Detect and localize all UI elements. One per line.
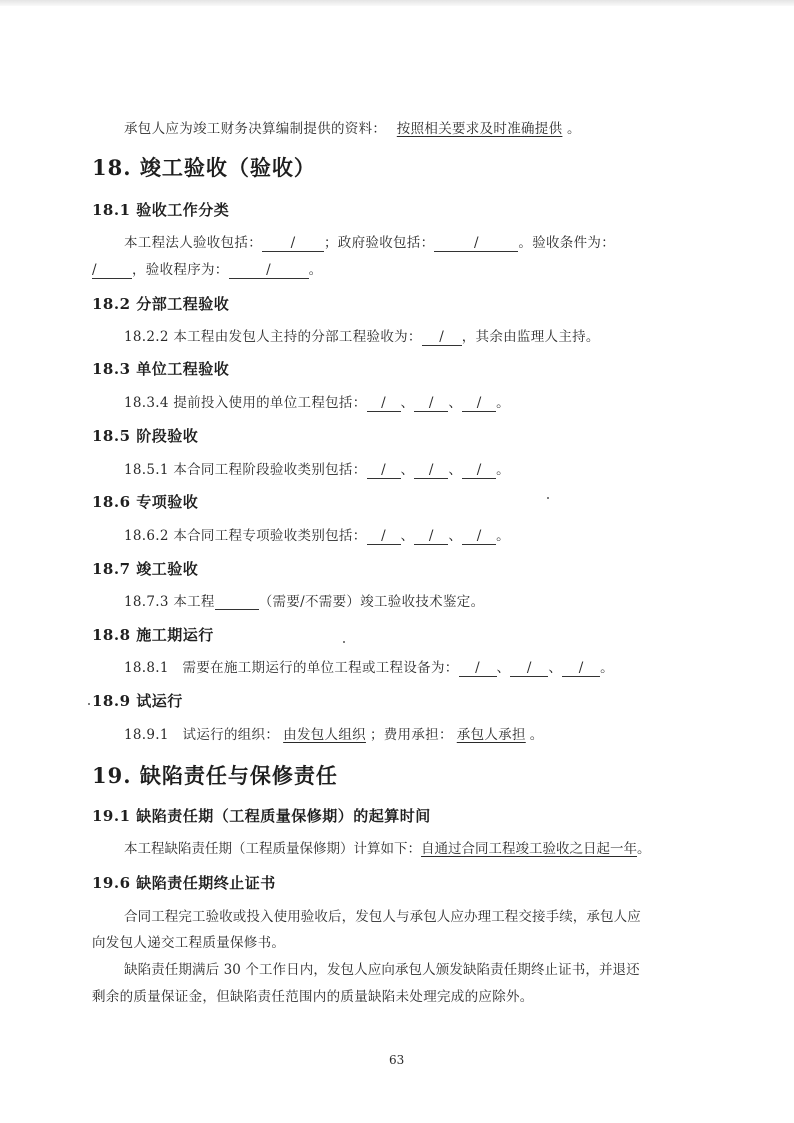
blank-field: / — [414, 462, 448, 479]
text: 18.7.3 本工程 — [124, 594, 215, 610]
separator: 、 — [548, 660, 563, 676]
blank-field: / — [367, 528, 401, 545]
section-18-2-heading: 18.2 分部工程验收 — [92, 295, 230, 313]
section-19-1-heading: 19.1 缺陷责任期（工程质量保修期）的起算时间 — [92, 807, 431, 825]
text: 。 — [637, 841, 651, 857]
text: 。 — [529, 727, 544, 743]
section-18-3-heading: 18.3 单位工程验收 — [92, 360, 230, 378]
section-18-8-line — [124, 656, 614, 677]
section-18-3-line — [124, 391, 510, 412]
blank-field: / — [262, 235, 324, 252]
blank-field: / — [367, 395, 401, 412]
scan-speck — [343, 641, 345, 643]
page-number: 63 — [389, 1053, 405, 1067]
section-19-6-p2-line-2: 剩余的质量保证金，但缺陷责任范围内的质量缺陷未处理完成的应除外。 — [92, 989, 534, 1005]
blank-field: / — [510, 660, 548, 677]
section-18-8-heading: 18.8 施工期运行 — [92, 626, 214, 644]
blank-field: / — [459, 660, 497, 677]
text: 18.5.1 本合同工程阶段验收类别包括： — [124, 462, 367, 478]
blank-field: / — [414, 395, 448, 412]
section-19-6-p2-line-1: 缺陷责任期满后 30 个工作日内，发包人应向承包人颁发缺陷责任期终止证书，并退还 — [124, 962, 640, 978]
text: ，验收程序为： — [132, 262, 229, 278]
blank-field: / — [422, 329, 462, 346]
section-19-6-p1-line-2: 向发包人递交工程质量保修书。 — [92, 935, 286, 951]
blank-field: / — [462, 395, 496, 412]
text: ；政府验收包括： — [324, 235, 435, 251]
text: 。 — [496, 462, 510, 478]
scan-top-edge — [0, 0, 794, 6]
section-18-9-heading: 18.9 试运行 — [92, 692, 183, 710]
blank-field: / — [462, 528, 496, 545]
scan-speck — [547, 497, 549, 499]
intro-line — [124, 117, 581, 137]
separator: 、 — [400, 528, 415, 544]
section-19-1-line — [124, 837, 651, 857]
text: ；费用承担： — [369, 727, 453, 743]
text: （需要/不需要）竣工验收技术鉴定。 — [258, 594, 485, 610]
separator: 、 — [448, 462, 463, 478]
separator: 、 — [496, 660, 511, 676]
blank-field: / — [367, 462, 401, 479]
section-18-6-line — [124, 524, 510, 545]
text: 。 — [496, 528, 510, 544]
blank-field: / — [414, 528, 448, 545]
section-18-2-line — [124, 325, 600, 346]
intro-value: 按照相关要求及时准确提供 — [396, 121, 563, 137]
section-18-5-line — [124, 458, 510, 479]
intro-end: 。 — [567, 121, 581, 137]
section-18-7-heading: 18.7 竣工验收 — [92, 560, 199, 578]
organizer-value: 由发包人组织 — [283, 727, 366, 743]
section-18-1-line-2 — [92, 258, 322, 279]
text: 18.6.2 本合同工程专项验收类别包括： — [124, 528, 367, 544]
separator: 、 — [448, 528, 463, 544]
section-18-6-heading: 18.6 专项验收 — [92, 493, 199, 511]
text: 。 — [308, 262, 323, 278]
blank-field: / — [562, 660, 600, 677]
blank-field: / — [229, 262, 309, 279]
scan-speck — [88, 703, 90, 705]
section-18-5-heading: 18.5 阶段验收 — [92, 427, 199, 445]
section-18-1-heading: 18.1 验收工作分类 — [92, 201, 230, 219]
text: 。 — [496, 395, 510, 411]
text: 。 — [600, 660, 614, 676]
text: ，其余由监理人主持。 — [461, 329, 600, 345]
blank-field: / — [462, 462, 496, 479]
start-time-value: 自通过合同工程竣工验收之日起一年 — [421, 841, 637, 857]
blank-field — [215, 593, 259, 610]
text: 。验收条件为： — [518, 235, 616, 251]
section-18-7-line — [124, 590, 484, 610]
blank-field: / — [92, 262, 132, 279]
separator: 、 — [448, 395, 463, 411]
section-18-title: 18. 竣工验收（验收） — [92, 155, 316, 180]
section-19-6-p1-line-1: 合同工程完工验收或投入使用验收后，发包人与承包人应办理工程交接手续，承包人应 — [124, 909, 641, 925]
cost-value: 承包人承担 — [456, 727, 526, 743]
text: 本工程缺陷责任期（工程质量保修期）计算如下： — [124, 841, 421, 857]
text: 18.9.1 试运行的组织： — [124, 727, 280, 743]
section-19-6-heading: 19.6 缺陷责任期终止证书 — [92, 874, 276, 892]
section-19-title: 19. 缺陷责任与保修责任 — [92, 763, 338, 788]
separator: 、 — [400, 462, 415, 478]
text: 本工程法人验收包括： — [124, 235, 262, 251]
text: 18.3.4 提前投入使用的单位工程包括： — [124, 395, 367, 411]
text: 18.8.1 需要在施工期运行的单位工程或工程设备为： — [124, 660, 459, 676]
blank-field: / — [434, 235, 518, 252]
intro-text: 承包人应为竣工财务决算编制提供的资料： — [124, 121, 387, 137]
section-18-1-line-1 — [124, 231, 615, 252]
text: 18.2.2 本工程由发包人主持的分部工程验收为： — [124, 329, 422, 345]
separator: 、 — [400, 395, 415, 411]
section-18-9-line — [124, 723, 544, 743]
